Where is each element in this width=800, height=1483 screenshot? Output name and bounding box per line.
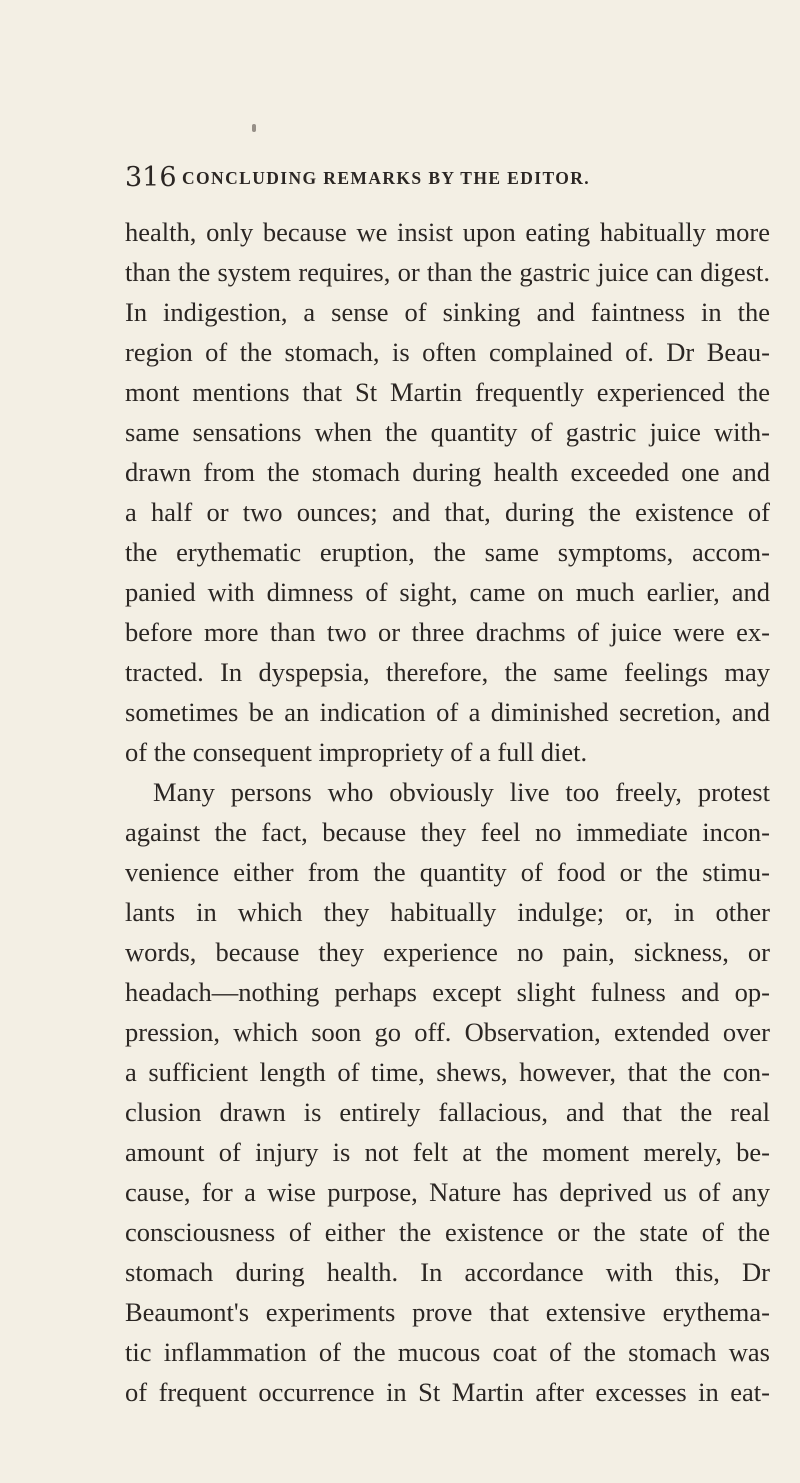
text-line: Beaumont's experiments prove that extensive erythema- — [125, 1297, 770, 1327]
body-text — [125, 212, 770, 1412]
text-line: venience either from the quantity of food or the stimu- — [125, 857, 770, 887]
page-number: 316 — [125, 162, 177, 193]
text-line: than the system requires, or than the gastric juice can digest. — [125, 257, 770, 287]
text-line: sometimes be an indication of a diminished secretion, and — [125, 697, 770, 727]
running-head: CONCLUDING REMARKS BY THE EDITOR. — [182, 168, 591, 188]
text-line: headach—nothing perhaps except slight fulness and op- — [125, 977, 770, 1007]
ink-speck — [252, 124, 256, 132]
text-line: In indigestion, a sense of sinking and faintness in the — [125, 297, 770, 327]
text-line: region of the stomach, is often complained of. Dr Beau- — [125, 337, 770, 367]
paragraph-end-line: of the consequent impropriety of a full diet. — [125, 737, 588, 767]
text-line: of frequent occurrence in St Martin after excesses in eat- — [125, 1377, 770, 1407]
text-line: cause, for a wise purpose, Nature has deprived us of any — [125, 1177, 770, 1207]
text-line: health, only because we insist upon eating habitually more — [125, 217, 770, 247]
text-line: words, because they experience no pain, sickness, or — [125, 937, 770, 967]
text-line: clusion drawn is entirely fallacious, and that the real — [125, 1097, 770, 1127]
text-line: panied with dimness of sight, came on much earlier, and — [125, 577, 770, 607]
text-line: mont mentions that St Martin frequently experienced the — [125, 377, 770, 407]
text-line: tic inflammation of the mucous coat of the stomach was — [125, 1337, 770, 1367]
text-line: tracted. In dyspepsia, therefore, the same feelings may — [125, 657, 770, 687]
page-header — [125, 160, 765, 196]
text-line: before more than two or three drachms of juice were ex- — [125, 617, 770, 647]
text-line: stomach during health. In accordance with this, Dr — [125, 1257, 770, 1287]
text-line: amount of injury is not felt at the moment merely, be- — [125, 1137, 770, 1167]
text-line: against the fact, because they feel no immediate incon- — [125, 817, 770, 847]
text-line: pression, which soon go off. Observation, extended over — [125, 1017, 770, 1047]
text-line: a half or two ounces; and that, during the existence of — [125, 497, 770, 527]
text-line: same sensations when the quantity of gastric juice with- — [125, 417, 770, 447]
text-line: consciousness of either the existence or the state of the — [125, 1217, 770, 1247]
text-line: the erythematic eruption, the same symptoms, accom- — [125, 537, 770, 567]
text-line: a sufficient length of time, shews, however, that the con- — [125, 1057, 770, 1087]
text-line: drawn from the stomach during health exceeded one and — [125, 457, 770, 487]
paragraph-start-line: Many persons who obviously live too freely, protest — [153, 777, 770, 807]
text-line: lants in which they habitually indulge; or, in other — [125, 897, 770, 927]
